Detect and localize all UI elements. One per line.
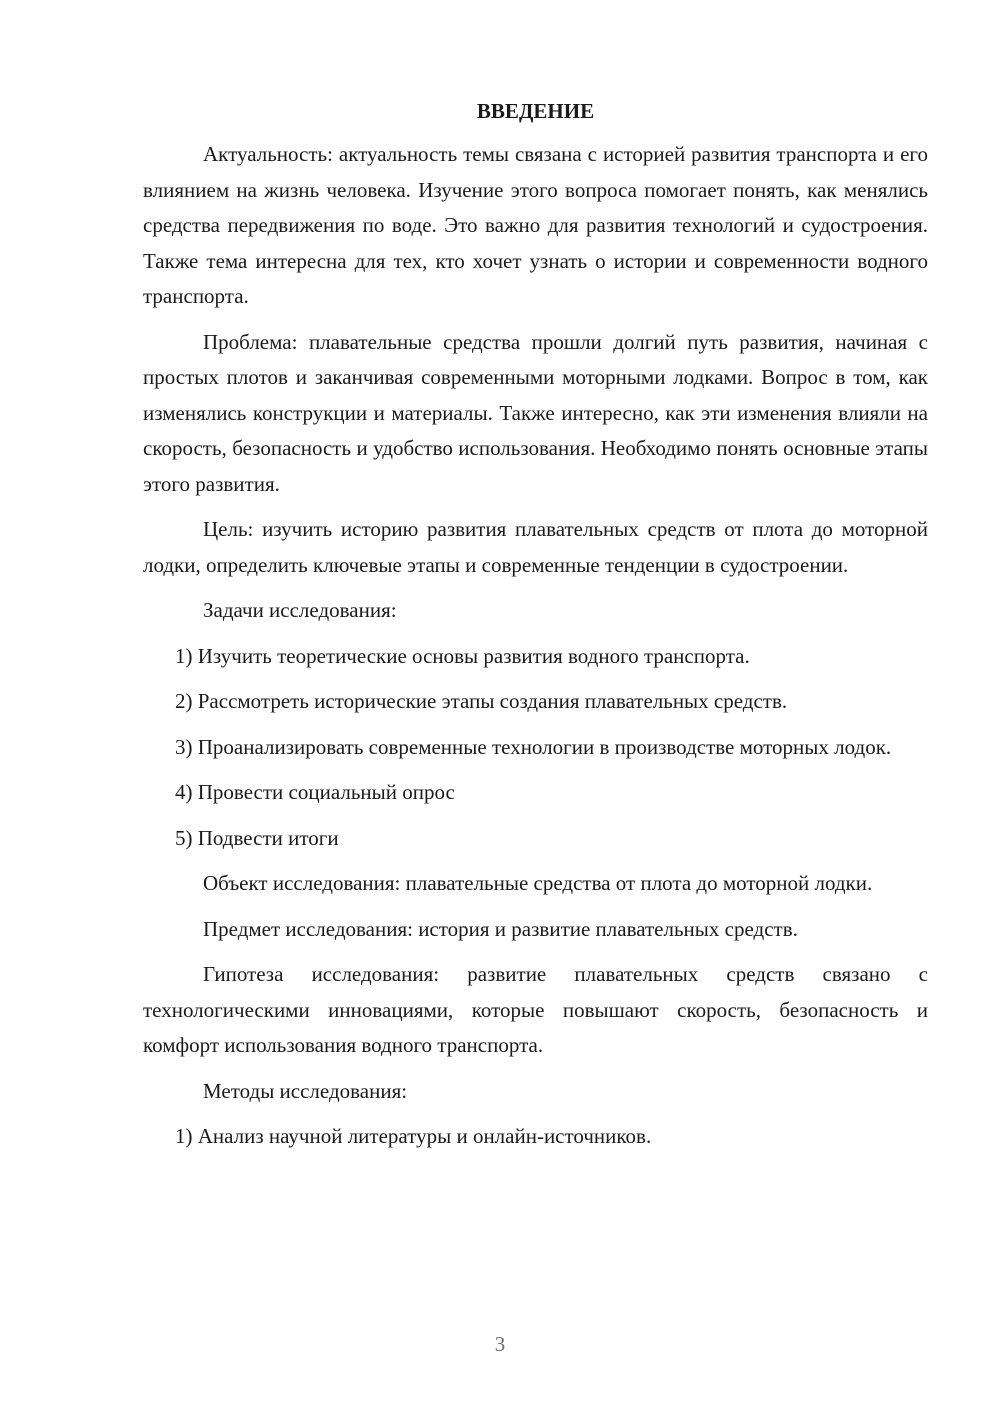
paragraph-goal: Цель: изучить историю развития плавательных средств от плота до моторной лодки, определить ключевые этапы и современные тенденции в судостроении. — [143, 517, 928, 577]
task-item-3: 3) Проанализировать современные технологии в производстве моторных лодок. — [175, 734, 892, 759]
paragraph-object: Объект исследования: плавательные средства от плота до моторной лодки. — [203, 871, 873, 895]
paragraph-problem: Проблема: плавательные средства прошли долгий путь развития, начиная с простых плотов и заканчивая современными моторными лодками. Вопрос в том, как изменялись конструкции и материалы. Также интересно, как эти изменения влияли на скорость, безопасность и удобство использования. Необходимо понять основные этапы этого развития. — [143, 329, 928, 496]
paragraph-relevance: Актуальность: актуальность темы связана с историей развития транспорта и его влиянием на жизнь человека. Изучение этого вопроса помогает понять, как менялись средства передвижения по воде. Это важно для развития технологий и судостроения. Также тема интересна для тех, кто хочет узнать о истории и современности водного транспорта. — [143, 142, 928, 308]
tasks-heading: Задачи исследования: — [203, 598, 397, 622]
method-item-1: 1) Анализ научной литературы и онлайн-источников. — [175, 1124, 652, 1148]
paragraph-subject: Предмет исследования: история и развитие плавательных средств. — [203, 916, 798, 941]
task-item-2: 2) Рассмотреть исторические этапы создания плавательных средств. — [175, 689, 788, 713]
section-title: ВВЕДЕНИЕ — [476, 99, 595, 123]
paragraph-hypothesis: Гипотеза исследования: развитие плавательных средств связано с технологическими инновациями, которые повышают скорость, безопасность и комфорт использования водного транспорта. — [143, 962, 928, 1057]
task-item-4: 4) Провести социальный опрос — [175, 780, 455, 804]
task-item-5: 5) Подвести итоги — [175, 825, 339, 850]
document-page — [143, 95, 928, 1165]
page-number: 3 — [494, 1332, 506, 1356]
methods-heading: Методы исследования: — [203, 1078, 408, 1103]
task-item-1: 1) Изучить теоретические основы развития водного транспорта. — [175, 643, 750, 668]
